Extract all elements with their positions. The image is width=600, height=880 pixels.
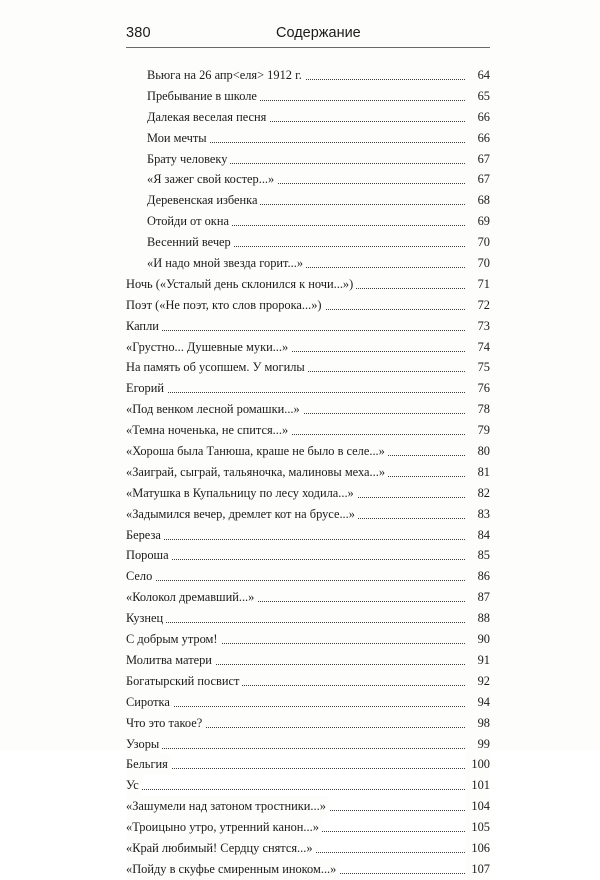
toc-entry — [0, 128, 600, 149]
toc-entry — [0, 420, 600, 441]
page-number: 380 — [126, 25, 151, 41]
toc-entry-page: 75 — [466, 357, 490, 378]
dot-leader — [126, 748, 465, 749]
toc-entry-page: 80 — [466, 441, 490, 462]
toc-entry-title: «Троицыно утро, утренний канон...» — [126, 817, 322, 838]
toc-entry-page: 106 — [466, 838, 490, 859]
toc-entry-page: 66 — [466, 107, 490, 128]
toc-entry-page: 85 — [466, 545, 490, 566]
toc-entry-page: 76 — [466, 378, 490, 399]
toc-entry-title: Ночь («Усталый день склонился к ночи...») — [126, 274, 356, 295]
header-rule — [126, 47, 490, 48]
toc-entry-page: 92 — [466, 671, 490, 692]
toc-entry — [0, 817, 600, 838]
toc-entry — [0, 566, 600, 587]
toc-entry-title: Далекая веселая песня — [147, 107, 269, 128]
toc-entry-page: 82 — [466, 483, 490, 504]
toc-entry-page: 74 — [466, 337, 490, 358]
toc-entry-title: Сиротка — [126, 692, 173, 713]
toc-entry-title: Весенний вечер — [147, 232, 234, 253]
toc-entry — [0, 629, 600, 650]
toc-entry-page: 65 — [466, 86, 490, 107]
toc-entry-title: «Матушка в Купальницу по лесу ходила...» — [126, 483, 357, 504]
toc-entry — [0, 190, 600, 211]
toc-entry-title: «Задымился вечер, дремлет кот на брусе...» — [126, 504, 358, 525]
toc-entry-title: Отойди от окна — [147, 211, 232, 232]
toc-entry-page: 87 — [466, 587, 490, 608]
toc-entry-page: 69 — [466, 211, 490, 232]
toc-entry — [0, 775, 600, 796]
toc-entry — [0, 337, 600, 358]
toc-entry — [0, 838, 600, 859]
toc-entry — [0, 107, 600, 128]
toc-entry — [0, 608, 600, 629]
toc-entry-title: «Пойду в скуфье смиренным иноком...» — [126, 859, 339, 880]
toc-entry — [0, 734, 600, 755]
toc-entry — [0, 692, 600, 713]
running-title: Содержание — [276, 25, 361, 41]
toc-entry-title: Кузнец — [126, 608, 166, 629]
toc-entry-title: С добрым утром! — [126, 629, 221, 650]
toc-entry — [0, 545, 600, 566]
toc-entry-page: 88 — [466, 608, 490, 629]
toc-entry-title: Мои мечты — [147, 128, 210, 149]
toc-entry — [0, 462, 600, 483]
toc-entry-page: 105 — [466, 817, 490, 838]
toc-entry — [0, 211, 600, 232]
toc-entry — [0, 169, 600, 190]
dot-leader — [126, 559, 465, 560]
toc-entry-title: «Темна ноченька, не спится...» — [126, 420, 291, 441]
toc-entry-page: 99 — [466, 734, 490, 755]
toc-entry — [0, 65, 600, 86]
toc-entry — [0, 441, 600, 462]
toc-entry-title: Береза — [126, 525, 164, 546]
toc-entry-title: Деревенская избенка — [147, 190, 260, 211]
toc-entry-title: «Под венком лесной ромашки...» — [126, 399, 303, 420]
toc-entry-page: 68 — [466, 190, 490, 211]
toc-entry — [0, 796, 600, 817]
toc-entry-page: 83 — [466, 504, 490, 525]
toc-entry-title: «Заиграй, сыграй, тальяночка, малиновы меха...» — [126, 462, 388, 483]
toc-entry — [0, 483, 600, 504]
toc-entry-page: 66 — [466, 128, 490, 149]
toc-entry — [0, 525, 600, 546]
toc-entry-title: Егорий — [126, 378, 167, 399]
toc-entry-title: «Я зажег свой костер...» — [147, 169, 277, 190]
toc-entry-page: 81 — [466, 462, 490, 483]
dot-leader — [126, 622, 465, 623]
toc-entry-page: 72 — [466, 295, 490, 316]
toc-entry-title: «И надо мной звезда горит...» — [147, 253, 306, 274]
toc-entry — [0, 357, 600, 378]
toc-entry-page: 64 — [466, 65, 490, 86]
toc-entry — [0, 274, 600, 295]
toc-entry — [0, 671, 600, 692]
toc-entry-page: 100 — [466, 754, 490, 775]
toc-entry — [0, 859, 600, 880]
toc-entry-title: Молитва матери — [126, 650, 215, 671]
toc-entry-title: Пребывание в школе — [147, 86, 260, 107]
toc-entry-page: 91 — [466, 650, 490, 671]
toc-entry-page: 101 — [466, 775, 490, 796]
dot-leader — [126, 580, 465, 581]
dot-leader — [126, 392, 465, 393]
toc-entry-title: Что это такое? — [126, 713, 205, 734]
dot-leader — [126, 330, 465, 331]
toc-entry-page: 79 — [466, 420, 490, 441]
toc-entry-page: 70 — [466, 253, 490, 274]
toc-entry — [0, 650, 600, 671]
toc-entry — [0, 378, 600, 399]
toc-entry-page: 90 — [466, 629, 490, 650]
toc-entry — [0, 316, 600, 337]
page-header — [126, 25, 490, 47]
toc-entry-page: 84 — [466, 525, 490, 546]
toc-entry-title: Ус — [126, 775, 142, 796]
toc-entry-title: Капли — [126, 316, 162, 337]
toc-entry-page: 73 — [466, 316, 490, 337]
toc-entry — [0, 149, 600, 170]
toc-entry-title: Вьюга на 26 апр<еля> 1912 г. — [147, 65, 305, 86]
toc-entry-page: 107 — [466, 859, 490, 880]
toc-entry — [0, 295, 600, 316]
toc-entry-title: Пороша — [126, 545, 172, 566]
toc-entry — [0, 587, 600, 608]
toc-entry — [0, 754, 600, 775]
toc-entry — [0, 713, 600, 734]
toc-entry-title: На память об усопшем. У могилы — [126, 357, 308, 378]
dot-leader — [126, 768, 465, 769]
toc-entry-title: Поэт («Не поэт, кто слов пророка...») — [126, 295, 325, 316]
toc-entry — [0, 399, 600, 420]
toc-entry-title: Бельгия — [126, 754, 171, 775]
toc-entry-page: 67 — [466, 149, 490, 170]
toc-entry-page: 78 — [466, 399, 490, 420]
toc-entry-page: 104 — [466, 796, 490, 817]
dot-leader — [126, 706, 465, 707]
toc-entry-page: 70 — [466, 232, 490, 253]
toc-entry-page: 71 — [466, 274, 490, 295]
toc-entry — [0, 253, 600, 274]
toc-entry-title: «Край любимый! Сердцу снятся...» — [126, 838, 316, 859]
toc-entry-title: «Хороша была Танюша, краше не было в селе...» — [126, 441, 388, 462]
toc-entry-title: Брату человеку — [147, 149, 230, 170]
toc-entry-page: 67 — [466, 169, 490, 190]
dot-leader — [126, 789, 465, 790]
toc-entry — [0, 232, 600, 253]
toc-entry-page: 86 — [466, 566, 490, 587]
toc-entry-page: 94 — [466, 692, 490, 713]
toc-entry-page: 98 — [466, 713, 490, 734]
toc-entry-title: Село — [126, 566, 155, 587]
toc-entry-title: «Грустно... Душевные муки...» — [126, 337, 291, 358]
table-of-contents — [0, 65, 600, 880]
dot-leader — [126, 539, 465, 540]
toc-entry-title: «Зашумели над затоном тростники...» — [126, 796, 329, 817]
toc-entry-title: Богатырский посвист — [126, 671, 242, 692]
toc-entry — [0, 504, 600, 525]
toc-entry-title: Узоры — [126, 734, 162, 755]
toc-entry-title: «Колокол дремавший...» — [126, 587, 257, 608]
toc-entry — [0, 86, 600, 107]
